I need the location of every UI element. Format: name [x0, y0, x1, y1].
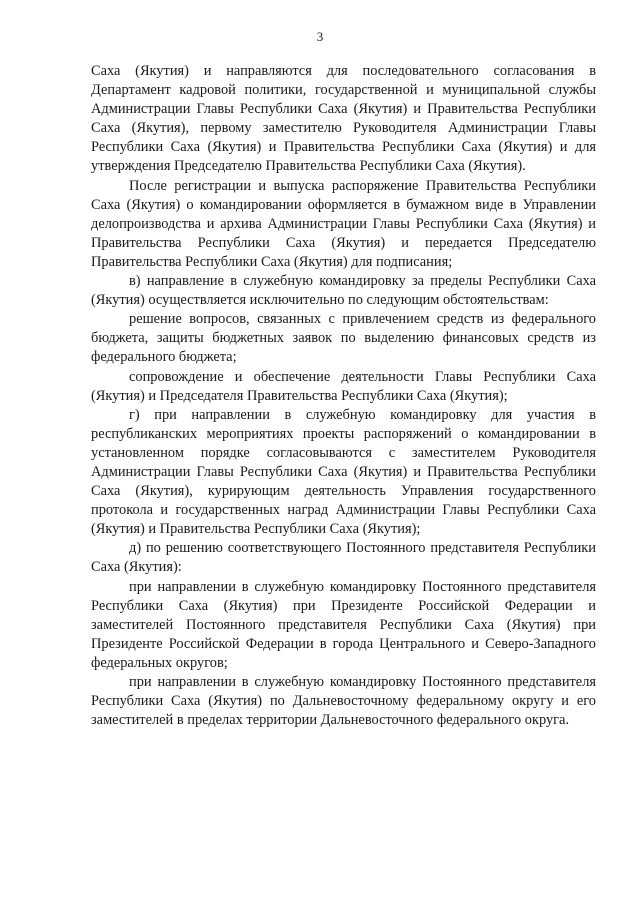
document-body: [91, 62, 596, 730]
paragraph-registration: После регистрации и выпуска распоряжение Правительства Республики Саха (Якутия) о командировании оформляется в бумажном виде в Управлении делопроизводства и архива Администрации Главы Республики Саха (Якутия) и Правительства Республики Саха (Якутия) и передается Председателю Правительства Республики Саха (Якутия) для подписания;: [91, 177, 596, 270]
page-number: 3: [316, 29, 324, 44]
paragraph-item-d: д) по решению соответствующего Постоянного представителя Республики Саха (Якутия):: [91, 540, 596, 576]
paragraph-item-g: г) при направлении в служебную командировку для участия в республиканских мероприятиях проекты распоряжений о командировании в установленном порядке согласовываются с заместителем Руководителя Администрации Главы Республики Саха (Якутия) и Правительства Республики Саха (Якутия), курирующим деятельность Управления государственного протокола и государственных наград Администрации Главы Республики Саха (Якутия) и Правительства Республики Саха (Якутия);: [91, 406, 596, 538]
paragraph-president-representative: при направлении в служебную командировку Постоянного представителя Республики Саха (Якутия) при Президенте Российской Федерации и заместителей Постоянного представителя Республики Саха (Якутия) при Президенте Российской Федерации в города Центрального и Северо-Западного федеральных округов;: [91, 578, 596, 671]
paragraph-far-east-representative: при направлении в служебную командировку Постоянного представителя Республики Саха (Якутия) по Дальневосточному федеральному округу и его заместителей в пределах территории Дальневосточного федерального округа.: [91, 674, 596, 729]
paragraph-federal-budget: решение вопросов, связанных с привлечением средств из федерального бюджета, защиты бюджетных заявок по выделению финансовых средств из федерального бюджета;: [91, 311, 596, 366]
paragraph-item-v: в) направление в служебную командировку за пределы Республики Саха (Якутия) осуществляется исключительно по следующим обстоятельствам:: [91, 273, 596, 309]
paragraph-approval-routing: Саха (Якутия) и направляются для последовательного согласования в Департамент кадровой политики, государственной и муниципальной службы Администрации Главы Республики Саха (Якутия) и Правительства Республики Саха (Якутия), первому заместителю Руководителя Администрации Главы Республики Саха (Якутия) и Правительства Республики Саха (Якутия) и для утверждения Председателю Правительства Республики Саха (Якутия).: [91, 63, 596, 175]
paragraph-support-activities: сопровождение и обеспечение деятельности Главы Республики Саха (Якутия) и Председателя Правительства Республики Саха (Якутия);: [91, 368, 596, 404]
